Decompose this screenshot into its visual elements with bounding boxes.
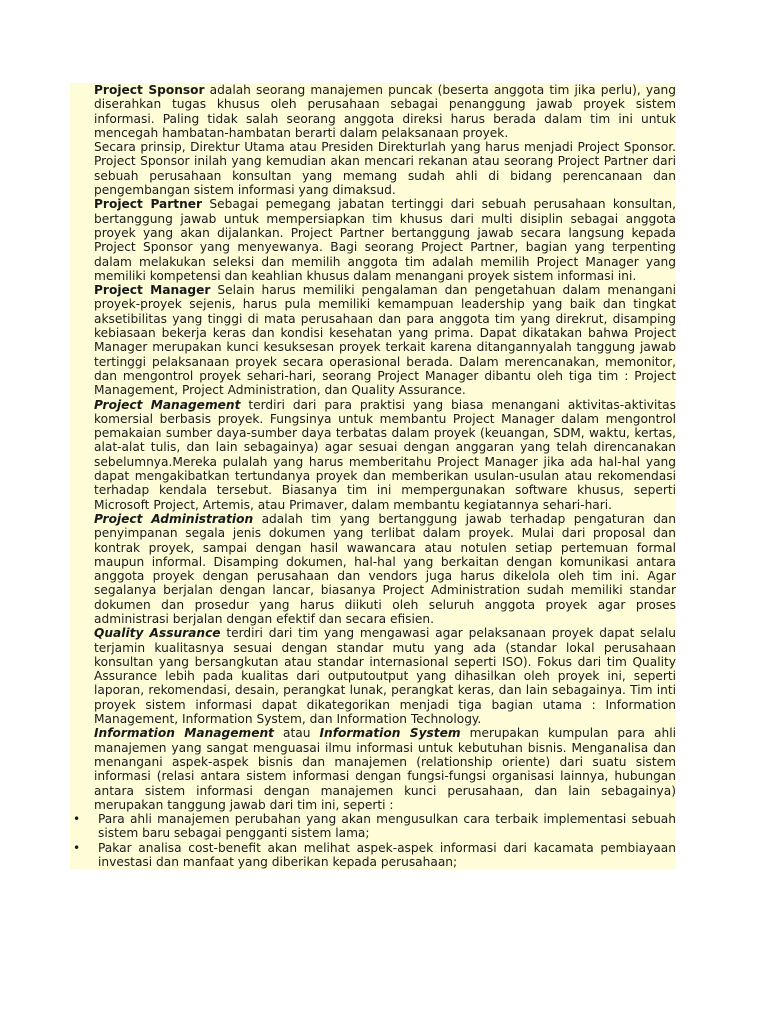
paragraph-text: merupakan kumpulan para ahli manajemen yang sangat menguasai ilmu informasi untuk kebutuhan bisnis. Menganalisa dan menangani aspek-aspek bisnis dan manajemen (relationship oriente) dari suatu sistem informasi (relasi antara sistem informasi dengan fungsi-fungsi organisasi lainnya, hubungan antara sistem informasi dengan manajemen kunci perusahaan, dan lain sebagainya) merupakan tanggung jawab dari tim ini, seperti :: [94, 726, 677, 812]
paragraph-project-manager: [70, 283, 676, 397]
list-item-text: Pakar analisa cost-benefit akan melihat aspek-aspek informasi dari kacamata pembiayaan investasi dan manfaat yang diberikan kepada perusahaan;: [98, 840, 676, 870]
term-information-system: Information System: [319, 726, 461, 741]
bullet-icon: •: [73, 812, 81, 827]
paragraph-project-administration: [70, 512, 676, 626]
document-page: [70, 83, 676, 869]
paragraph-project-management: [70, 398, 676, 512]
list-item: [70, 812, 676, 841]
paragraph-project-sponsor: [70, 83, 676, 140]
paragraph-text: Sebagai pemegang jabatan tertinggi dari sebuah perusahaan konsultan, bertanggung jawab untuk mempersiapkan tim khusus dari multi disiplin sebagai anggota proyek yang akan dijalankan. Project Partner bertanggung jawab secara langsung kepada Project Sponsor yang menyewanya. Bagi seorang Project Partner, bagian yang terpenting dalam melakukan seleksi dan memilih anggota tim adalah memilih Project Manager yang memiliki kompetensi dan keahlian khusus dalam menangani proyek sistem informasi ini.: [94, 197, 677, 283]
paragraph-text: terdiri dari tim yang mengawasi agar pelaksanaan proyek dapat selalu terjamin kualitasnya sesuai dengan standar mutu yang ada (standar lokal perusahaan konsultan yang bersangkutan atau standar internasional seperti ISO). Fokus dari tim Quality Assurance lebih pada kualitas dari outputoutput yang dihasilkan oleh proyek ini, seperti laporan, rekomendasi, desain, perangkat lunak, perangkat keras, dan lain sebagainya. Tim inti proyek sistem informasi dapat dikategorikan menjadi tiga bagian utama : Information Management, Information System, dan Information Technology.: [94, 626, 676, 727]
term-project-manager: Project Manager: [94, 283, 211, 298]
paragraph-information-management: [70, 726, 676, 812]
term-project-management: Project Management: [94, 397, 241, 412]
term-quality-assurance: Quality Assurance: [94, 626, 221, 641]
paragraph-project-partner: [70, 197, 676, 283]
connector-text: atau: [274, 726, 320, 741]
term-information-management: Information Management: [94, 726, 274, 741]
paragraph-text: Selain harus memiliki pengalaman dan pengetahuan dalam menangani proyek-proyek sejenis, harus pula memiliki kemampuan leadership yang baik dan tingkat aksetibilitas yang tinggi di mata perusahaan dan para anggota tim yang direkrut, disamping kebiasaan bekerja keras dan kondisi kesehatan yang prima. Dapat dikatakan bahwa Project Manager merupakan kunci kesuksesan proyek terkait karena ditangannyalah tanggung jawab tertinggi pelaksanaan proyek secara operasional berada. Dalam merencanakan, memonitor, dan mengontrol proyek sehari-hari, seorang Project Manager dibantu oleh tiga tim : Project Management, Project Administration, dan Quality Assurance.: [94, 283, 676, 398]
paragraph-text: adalah tim yang bertanggung jawab terhadap pengaturan dan penyimpanan segala jenis dokumen yang terlibat dalam proyek. Mulai dari proposal dan kontrak proyek, sampai dengan hasil wawancara atau notulen setiap pertemuan formal maupun informal. Disamping dokumen, hal-hal yang berkaitan dengan komunikasi antara anggota proyek dengan perusahaan dan vendors juga harus dikelola oleh tim ini. Agar segalanya berjalan dengan lancar, biasanya Project Administration sudah memiliki standar dokumen dan prosedur yang harus diikuti oleh seluruh anggota proyek agar proses administrasi berjalan dengan efektif dan secara efisien.: [94, 511, 676, 626]
paragraph-text: Secara prinsip, Direktur Utama atau Presiden Direkturlah yang harus menjadi Project Sponsor. Project Sponsor inilah yang kemudian akan mencari rekanan atau seorang Project Partner dari sebuah perusahaan konsultan yang memang sudah ahli di bidang perencanaan dan pengembangan sistem informasi yang dimaksud.: [94, 140, 676, 198]
list-item: [70, 841, 676, 870]
term-project-administration: Project Administration: [94, 511, 254, 526]
paragraph-text: adalah seorang manajemen puncak (beserta anggota tim jika perlu), yang diserahkan tugas khusus oleh perusahaan sebagai penanggung jawab proyek sistem informasi. Paling tidak salah seorang anggota direksi harus berada dalam tim ini untuk mencegah hambatan-hambatan berarti dalam pelaksanaan proyek.: [94, 83, 676, 140]
list-item-text: Para ahli manajemen perubahan yang akan mengusulkan cara terbaik implementasi sebuah sistem baru sebagai pengganti sistem lama;: [98, 812, 676, 841]
paragraph-secara-prinsip: [70, 140, 676, 197]
term-project-sponsor: Project Sponsor: [94, 83, 205, 97]
paragraph-text: terdiri dari para praktisi yang biasa menangani aktivitas-aktivitas komersial berbasis proyek. Fungsinya untuk membantu Project Manager dalam mengontrol pemakaian sumber daya-sumber daya terbatas dalam proyek (keuangan, SDM, waktu, kertas, alat-alat tulis, dan lain sebagainya) agar sesuai dengan anggaran yang telah direncanakan sebelumnya.Mereka pulalah yang harus memberitahu Project Manager jika ada hal-hal yang dapat mengakibatkan tertundanya proyek dan memberikan usulan-usulan atau rekomendasi terhadap kendala tersebut. Biasanya tim ini mempergunakan software khusus, seperti Microsoft Project, Artemis, atau Primaver, dalam membantu kegiatannya sehari-hari.: [94, 397, 676, 512]
paragraph-quality-assurance: [70, 626, 676, 726]
bullet-icon: •: [73, 840, 81, 855]
term-project-partner: Project Partner: [94, 197, 203, 212]
